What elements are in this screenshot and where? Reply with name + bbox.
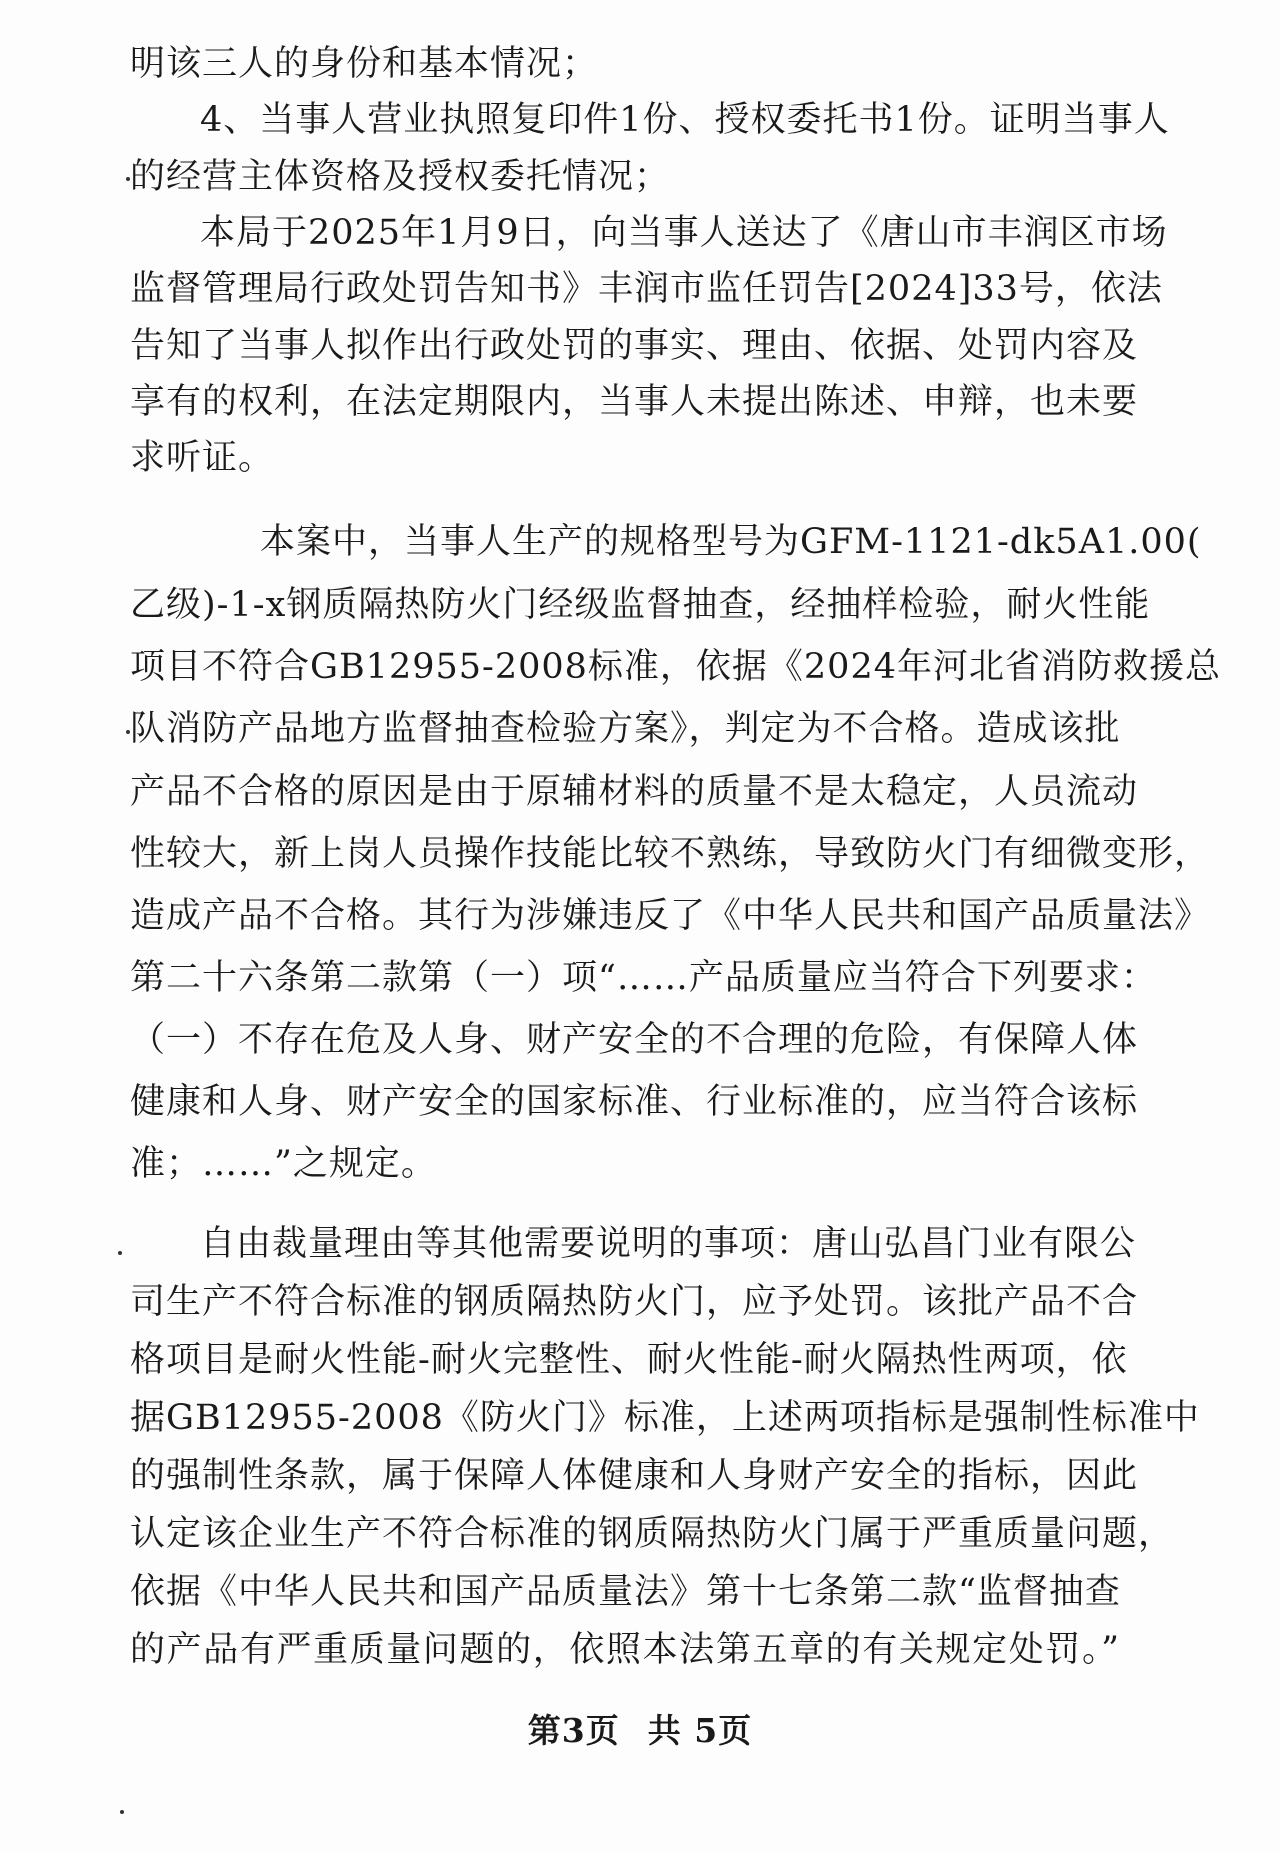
text-line: 准；……”之规定。 xyxy=(130,1144,437,1184)
scan-speck xyxy=(118,1251,122,1255)
scan-speck xyxy=(126,730,130,734)
text-line: 项目不符合GB12955-2008标准，依据《2024年河北省消防救援总 xyxy=(130,647,1221,687)
scan-speck xyxy=(126,177,130,181)
text-line: 4、当事人营业执照复印件1份、授权委托书1份。证明当事人 xyxy=(200,100,1170,140)
text-line: 造成产品不合格。其行为涉嫌违反了《中华人民共和国产品质量法》 xyxy=(130,896,1211,936)
page-total: 共 5页 xyxy=(647,1711,753,1750)
text-line: 本案中，当事人生产的规格型号为GFM-1121-dk5A1.00( xyxy=(260,522,1202,562)
text-line: 乙级)-1-x钢质隔热防火门经级监督抽查，经抽样检验，耐火性能 xyxy=(130,585,1151,625)
text-line: 据GB12955-2008《防火门》标准，上述两项指标是强制性标准中 xyxy=(130,1398,1200,1438)
text-line: 的经营主体资格及授权委托情况； xyxy=(130,157,671,197)
text-line: 司生产不符合标准的钢质隔热防火门，应予处罚。该批产品不合 xyxy=(130,1282,1139,1322)
page-number: 第3页 xyxy=(527,1711,620,1750)
text-line: （一）不存在危及人身、财产安全的不合理的危险，有保障人体 xyxy=(130,1020,1139,1060)
text-line: 本局于2025年1月9日，向当事人送达了《唐山市丰润区市场 xyxy=(200,213,1168,253)
text-line: 性较大，新上岗人员操作技能比较不熟练，导致防火门有细微变形， xyxy=(130,834,1211,874)
text-line: 明该三人的身份和基本情况； xyxy=(130,44,599,84)
text-line: 格项目是耐火性能-耐火完整性、耐火性能-耐火隔热性两项，依 xyxy=(130,1340,1128,1380)
text-line: 的强制性条款，属于保障人体健康和人身财产安全的指标，因此 xyxy=(130,1456,1139,1496)
text-line: 享有的权利，在法定期限内，当事人未提出陈述、申辩，也未要 xyxy=(130,382,1139,422)
text-line: 认定该企业生产不符合标准的钢质隔热防火门属于严重质量问题， xyxy=(130,1514,1175,1554)
text-line: 告知了当事人拟作出行政处罚的事实、理由、依据、处罚内容及 xyxy=(130,326,1139,366)
text-line: 队消防产品地方监督抽查检验方案》，判定为不合格。造成该批 xyxy=(130,709,1121,749)
text-line: 依据《中华人民共和国产品质量法》第十七条第二款“监督抽查 xyxy=(130,1572,1121,1612)
text-line: 监督管理局行政处罚告知书》丰润市监任罚告[2024]33号，依法 xyxy=(130,269,1163,309)
scan-speck xyxy=(120,1810,124,1814)
text-line: 自由裁量理由等其他需要说明的事项：唐山弘昌门业有限公 xyxy=(200,1224,1137,1264)
text-line: 求听证。 xyxy=(130,438,275,478)
text-line: 第二十六条第二款第（一）项“……产品质量应当符合下列要求： xyxy=(130,958,1157,998)
text-line: 健康和人身、财产安全的国家标准、行业标准的，应当符合该标 xyxy=(130,1082,1139,1122)
text-line: 的产品有严重质量问题的，依照本法第五章的有关规定处罚。” xyxy=(130,1630,1120,1670)
page-footer xyxy=(0,1705,1280,1752)
text-line: 产品不合格的原因是由于原辅材料的质量不是太稳定，人员流动 xyxy=(130,772,1139,812)
